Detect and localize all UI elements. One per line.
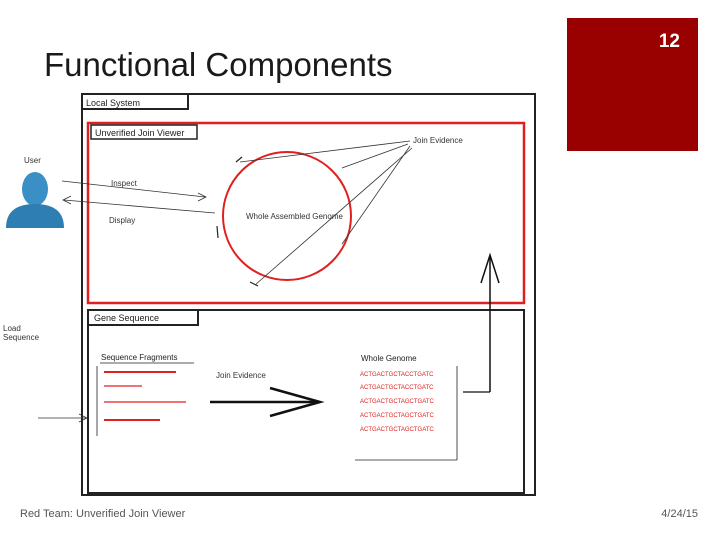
- join-evidence-bottom-label: Join Evidence: [216, 371, 266, 380]
- genome-line: ACTGACTGCTACCTGATC: [360, 385, 434, 391]
- gene-sequence-label: Gene Sequence: [94, 313, 160, 323]
- load-sequence-label-line2: Sequence: [3, 333, 40, 342]
- genome-line: ACTGACTGCTACCTGATC: [360, 372, 434, 378]
- whole-genome-label: Whole Genome: [361, 354, 417, 363]
- inspect-label: Inspect: [111, 179, 137, 188]
- viewer-label: Unverified Join Viewer: [95, 128, 185, 138]
- local-system-label: Local System: [86, 98, 141, 108]
- genome-line: ACTGACTGCTAGCTGATC: [360, 413, 434, 419]
- footer-left: Red Team: Unverified Join Viewer: [20, 508, 186, 520]
- user-label: User: [24, 156, 41, 165]
- slide-title: Functional Components: [44, 46, 393, 83]
- page-number: 12: [658, 31, 680, 52]
- footer-date: 4/24/15: [661, 508, 698, 520]
- join-evidence-top-label: Join Evidence: [413, 136, 463, 145]
- display-label: Display: [109, 216, 136, 225]
- genome-line: ACTGACTGCTAGCTGATC: [360, 399, 434, 405]
- local-system-box: [82, 94, 535, 495]
- fragments-label: Sequence Fragments: [101, 353, 178, 362]
- genome-circle-label: Whole Assembled Genome: [246, 212, 343, 221]
- load-sequence-label-line1: Load: [3, 324, 21, 333]
- user-icon: [6, 172, 64, 228]
- genome-line: ACTGACTGCTAGCTGATC: [360, 427, 434, 433]
